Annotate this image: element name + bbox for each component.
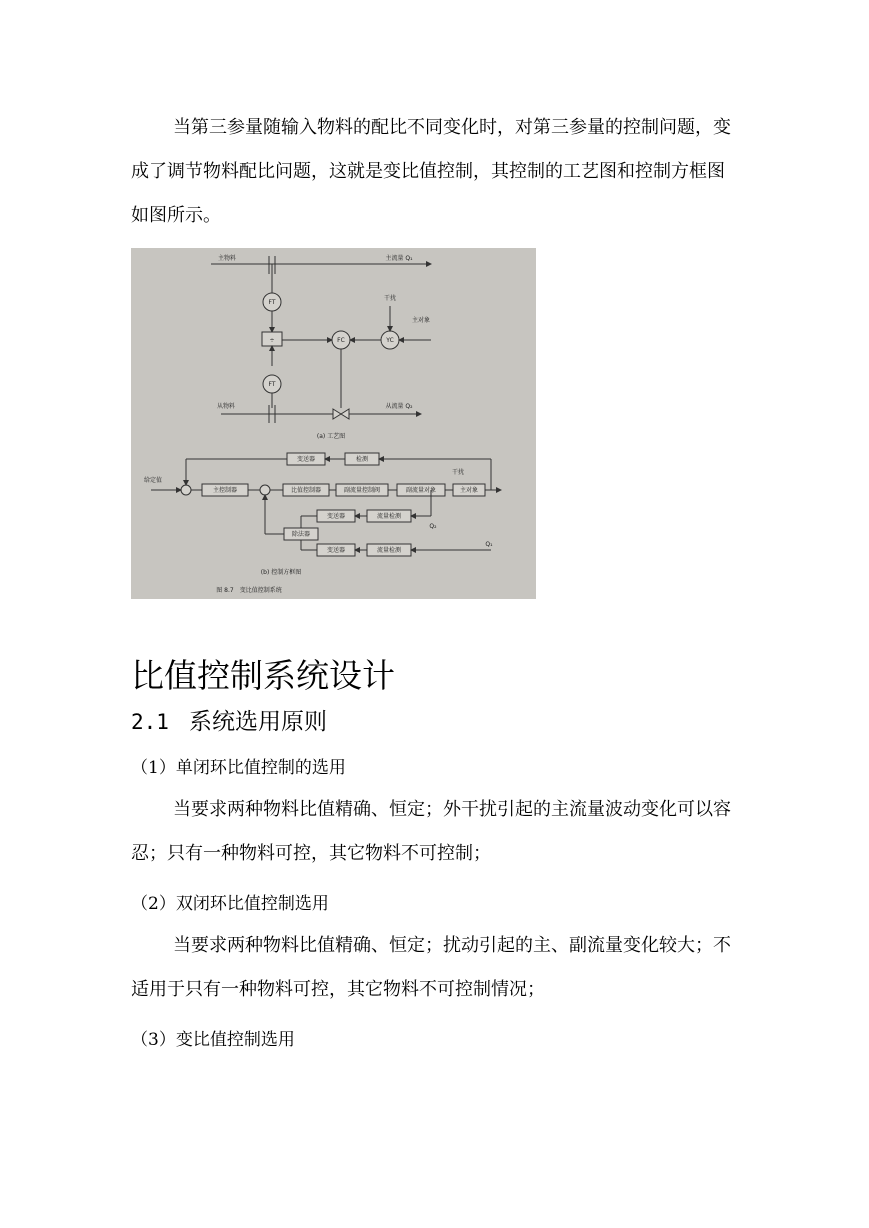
block-detection-top: 检测 [355, 456, 369, 463]
block-ratio-controller: 比值控制器 [290, 487, 322, 494]
block-divider: 除法器 [291, 531, 311, 538]
block-setpoint: 给定值 [143, 477, 163, 484]
block-q2: Q₂ [429, 523, 437, 530]
ft-bottom-label: FT [268, 381, 276, 388]
block-transmitter-top: 变送器 [296, 456, 316, 463]
heading-1: 比值控制系统设计 [131, 656, 395, 695]
secondary-material-label: 从物料 [216, 403, 236, 410]
block-transmitter-mid: 变送器 [326, 513, 346, 520]
heading-2 [131, 703, 327, 736]
block-flow-detect-bot: 流量检测 [376, 547, 402, 554]
block-flow-detect-mid: 流量检测 [376, 513, 402, 520]
section-2-body: 当要求两种物料比值精确、恒定；扰动引起的主、副流量变化较大；不适用于只有一种物料可控，其它物料不可控制情况； [131, 935, 731, 1000]
block-q1: Q₁ [485, 541, 493, 548]
section-1-title: （1）单闭环比值控制的选用 [131, 758, 346, 778]
section-3-title: （3）变比值控制选用 [131, 1030, 295, 1050]
disturbance-label: 干扰 [383, 295, 397, 302]
block-main-object: 主对象 [459, 487, 479, 494]
main-object-label: 主对象 [411, 317, 431, 324]
yc-label: YC [386, 337, 394, 344]
block-caption: (b) 控制方框图 [260, 569, 302, 576]
block-disturbance: 干扰 [451, 469, 465, 476]
block-main-controller: 主控制器 [212, 487, 238, 494]
figure-caption: 图 8.7 变比值控制系统 [216, 587, 282, 594]
intro-paragraph: 当第三参量随输入物料的配比不同变化时，对第三参量的控制问题，变成了调节物料配比问题，这就是变比值控制，其控制的工艺图和控制方框图如图所示。 [131, 117, 731, 226]
ft-top-label: FT [268, 299, 276, 306]
section-2-title: （2）双闭环比值控制选用 [131, 894, 329, 914]
block-transmitter-bot: 变送器 [326, 547, 346, 554]
block-secondary-valve: 副流量控制阀 [343, 487, 381, 494]
section-1-body: 当要求两种物料比值精确、恒定；外干扰引起的主流量波动变化可以容忍；只有一种物料可控，其它物料不可控制； [131, 799, 731, 864]
secondary-flow-label: 从流量 Q₂ [385, 403, 413, 410]
heading-2-number: 2.1 [131, 710, 169, 734]
main-material-label: 主物料 [217, 255, 237, 262]
main-flow-label: 主流量 Q₁ [385, 255, 413, 262]
divider-label: ÷ [269, 337, 275, 344]
block-secondary-object: 副流量对象 [405, 487, 437, 494]
ratio-control-figure [131, 248, 536, 599]
heading-2-text: 系统选用原则 [188, 709, 327, 735]
fc-label: FC [337, 337, 345, 344]
process-caption: (a) 工艺图 [316, 433, 346, 440]
